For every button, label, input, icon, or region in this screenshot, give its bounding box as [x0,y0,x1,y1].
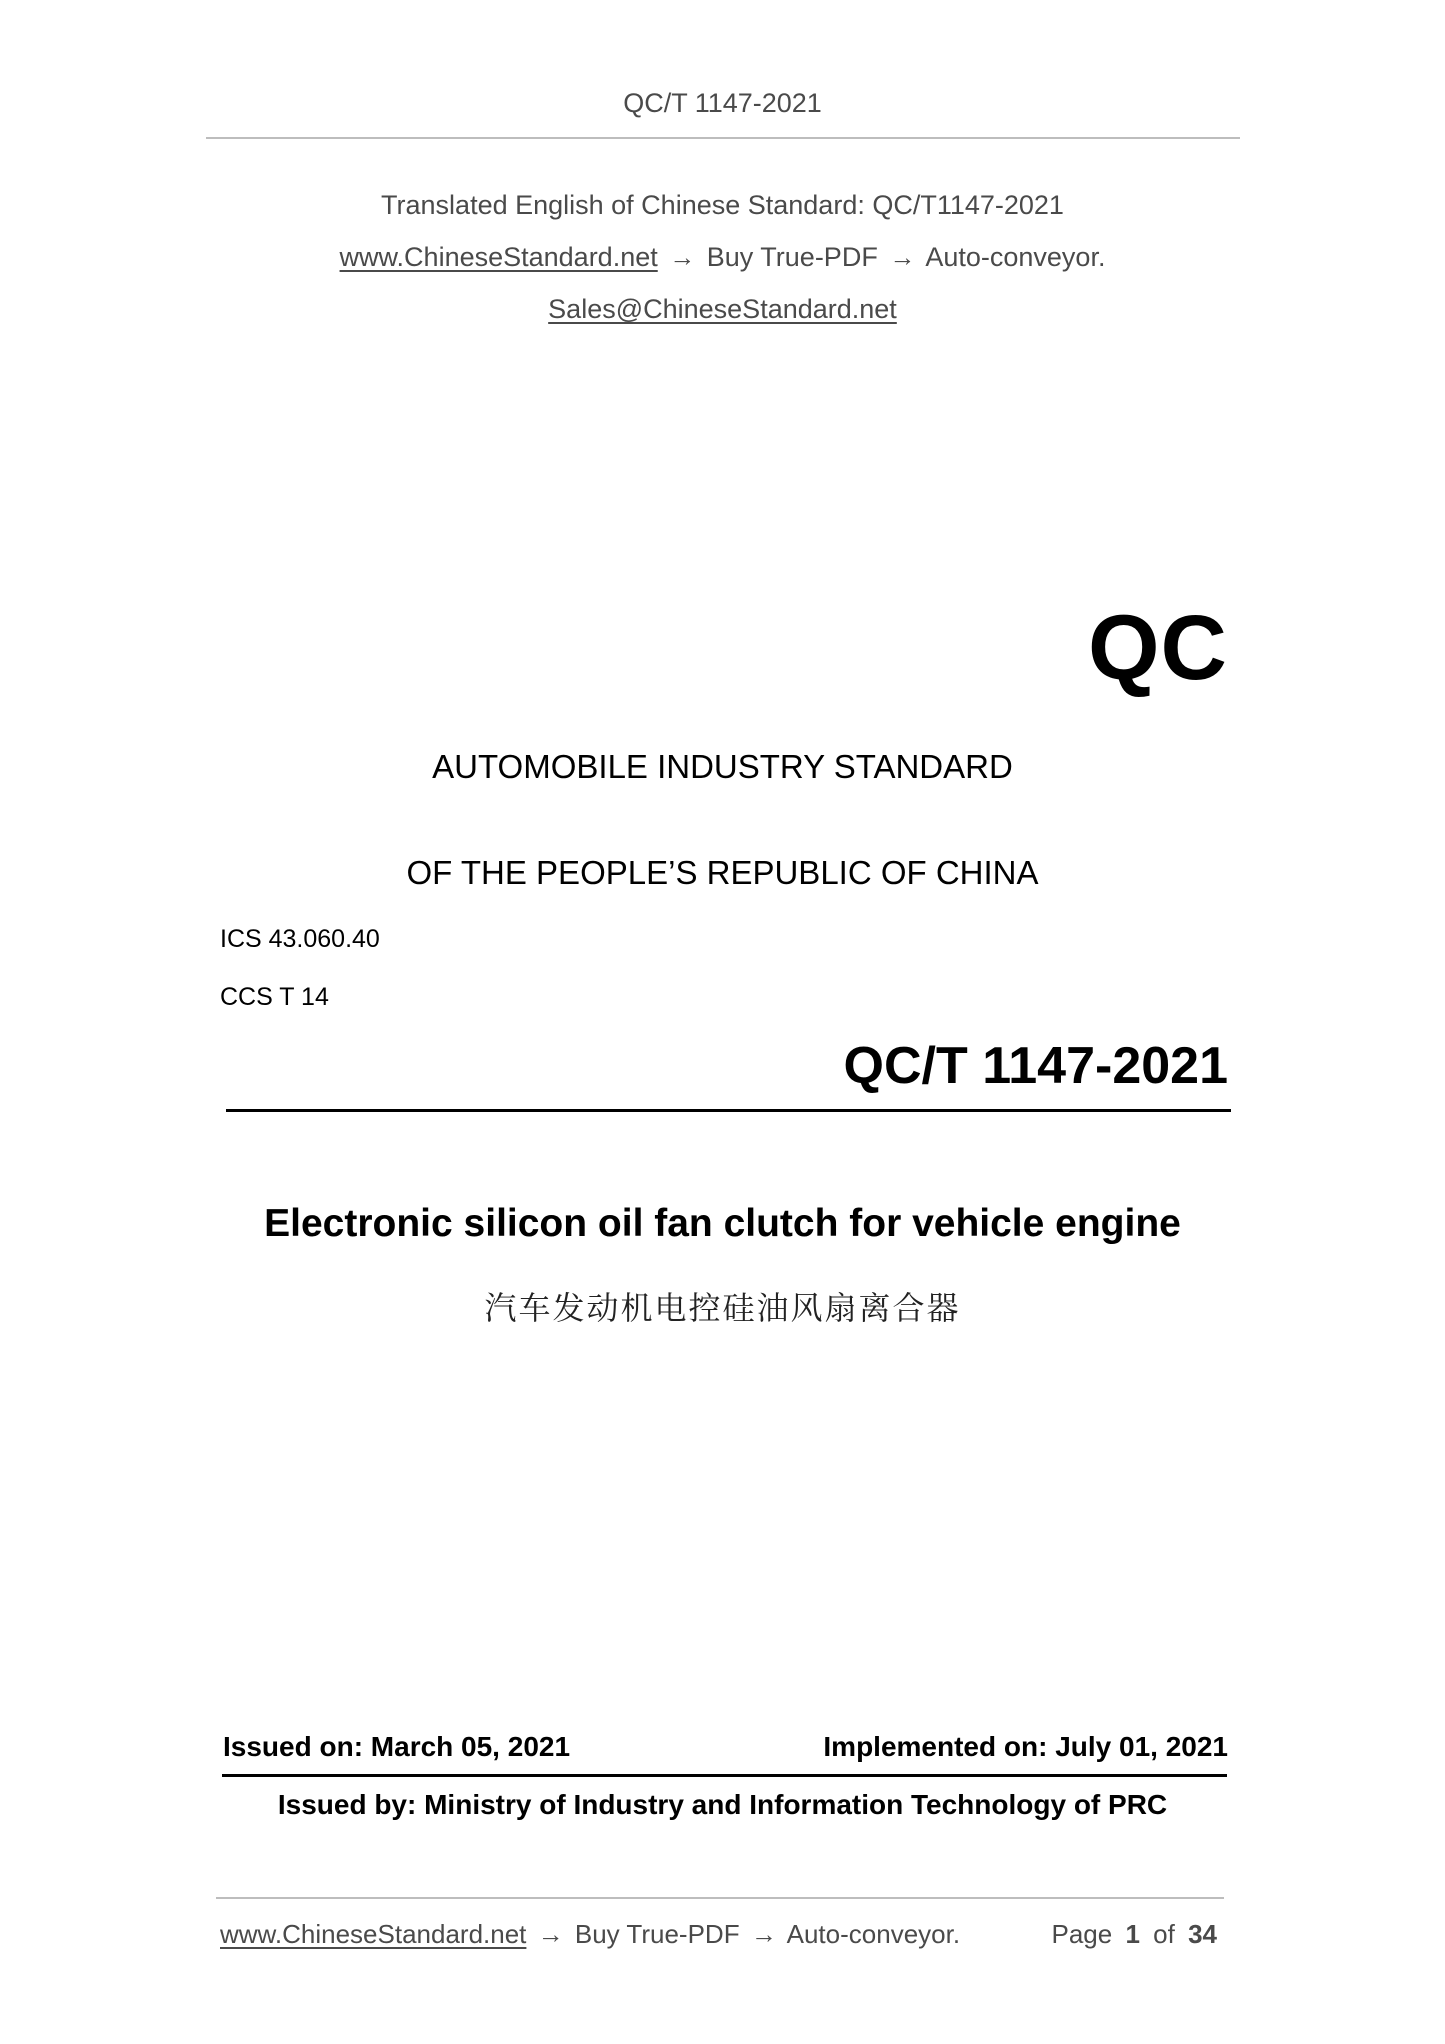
implemented-on-date: Implemented on: July 01, 2021 [823,1731,1228,1762]
ics-code: ICS 43.060.40 [220,925,380,953]
site-link[interactable]: www.ChineseStandard.net [339,242,658,272]
document-title-en: Electronic silicon oil fan clutch for vehicle engine [264,1202,1181,1245]
page-current: 1 [1125,1919,1140,1949]
page-indicator [1051,1919,1223,1950]
page-total: 34 [1188,1919,1217,1949]
footer-auto-conveyor-text: Auto-conveyor. [786,1919,961,1949]
dates-rule [222,1774,1227,1777]
page-word: Page [1051,1919,1113,1949]
footer-buy-pdf-text: Buy True-PDF [574,1919,740,1949]
arrow-right-icon: → [750,1919,777,1949]
auto-conveyor-text: Auto-conveyor. [925,242,1106,272]
arrow-right-icon: → [537,1919,564,1949]
arrow-right-icon: → [669,242,696,272]
standard-number-rule [226,1109,1231,1112]
of-word: of [1153,1919,1175,1949]
issued-on-date: Issued on: March 05, 2021 [223,1731,571,1762]
ccs-code: CCS T 14 [220,983,329,1011]
arrow-right-icon: → [889,242,916,272]
footer-site-link[interactable]: www.ChineseStandard.net [220,1919,527,1949]
sales-email-link[interactable]: Sales@ChineseStandard.net [548,294,897,324]
qc-logo: QC [1088,597,1228,699]
buy-pdf-text: Buy True-PDF [706,242,878,272]
running-header: QC/T 1147-2021 [623,88,822,118]
purchase-line [0,242,1445,273]
translation-notice: Translated English of Chinese Standard: QC/T1147-2021 [381,190,1064,220]
header-divider [206,137,1240,139]
footer-divider [216,1897,1224,1899]
footer-purchase-line [220,1919,960,1950]
email-line [0,294,1445,325]
standard-number: QC/T 1147-2021 [843,1037,1228,1095]
standard-type-line2: OF THE PEOPLE’S REPUBLIC OF CHINA [406,854,1039,891]
standard-type-line1: AUTOMOBILE INDUSTRY STANDARD [432,748,1013,785]
document-title-zh: 汽车发动机电控硅油风扇离合器 [484,1289,961,1327]
issued-by: Issued by: Ministry of Industry and Information Technology of PRC [277,1789,1168,1820]
